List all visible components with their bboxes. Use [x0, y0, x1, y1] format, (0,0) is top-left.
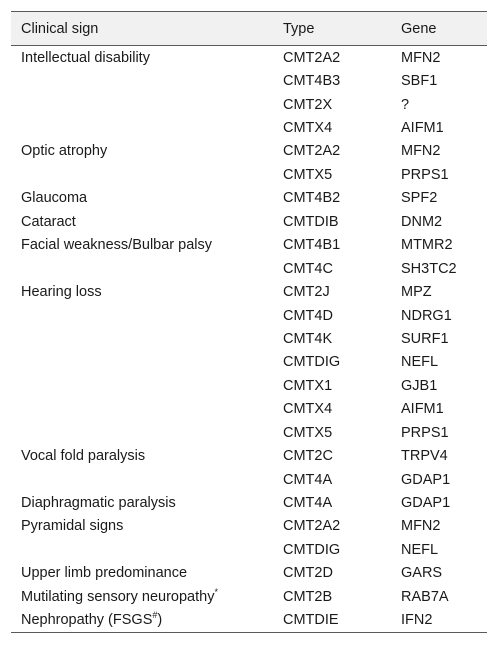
cell-clinical-sign	[11, 374, 273, 397]
cell-gene: NEFL	[401, 541, 439, 558]
cell-type: CMT4B2	[283, 190, 341, 207]
cell-type: CMTDIG	[283, 354, 341, 371]
table-row	[11, 538, 487, 561]
table-row	[11, 187, 487, 210]
table-body	[11, 46, 487, 633]
cell-type: CMT2D	[283, 565, 333, 582]
cell-type: CMT2A2	[283, 49, 341, 66]
cell-type: CMT2C	[283, 448, 333, 465]
table-row	[11, 304, 487, 327]
cell-clinical-sign	[11, 280, 273, 303]
cell-type: CMTDIB	[283, 213, 339, 230]
table-row	[11, 398, 487, 421]
cell-type: CMTX5	[283, 424, 333, 441]
footnote-marker: *	[214, 586, 218, 597]
cell-clinical-sign	[11, 351, 273, 374]
clinical-sign-text: Hearing loss	[21, 284, 102, 301]
clinical-sign-text: Diaphragmatic paralysis	[21, 495, 176, 512]
cell-gene: GJB1	[401, 377, 438, 394]
cell-type: CMTX5	[283, 166, 333, 183]
cell-clinical-sign	[11, 163, 273, 186]
cell-clinical-sign	[11, 327, 273, 350]
table-row	[11, 374, 487, 397]
cell-gene: ?	[401, 96, 410, 113]
cell-gene: NDRG1	[401, 307, 452, 324]
table-row	[11, 93, 487, 116]
cell-clinical-sign	[11, 140, 273, 163]
cell-clinical-sign	[11, 69, 273, 92]
cell-gene: PRPS1	[401, 166, 449, 183]
clinical-signs-table	[11, 11, 487, 633]
cell-type: CMT2J	[283, 284, 330, 301]
cell-type: CMTX4	[283, 401, 333, 418]
cell-gene: PRPS1	[401, 424, 449, 441]
cell-clinical-sign	[11, 421, 273, 444]
cell-type: CMT4B1	[283, 237, 341, 254]
table-row	[11, 46, 487, 70]
clinical-signs-table-container	[11, 11, 487, 633]
clinical-sign-text: Facial weakness/Bulbar palsy	[21, 237, 213, 254]
cell-clinical-sign	[11, 257, 273, 280]
table-header	[11, 12, 487, 46]
clinical-sign-text: Mutilating sensory neuropathy	[21, 588, 215, 605]
cell-clinical-sign	[11, 187, 273, 210]
cell-clinical-sign	[11, 444, 273, 467]
cell-type: CMTDIE	[273, 609, 391, 633]
cell-type: CMT2X	[283, 96, 333, 113]
table-row	[11, 609, 487, 633]
cell-type: CMTX4	[283, 120, 333, 137]
cell-gene: DNM2	[401, 213, 443, 230]
cell-clinical-sign	[11, 116, 273, 139]
cell-gene: MFN2	[401, 518, 441, 535]
cell-gene: IFN2	[391, 609, 487, 633]
clinical-sign-text: Pyramidal signs	[21, 518, 124, 535]
cell-clinical-sign	[11, 304, 273, 327]
cell-gene: SPF2	[401, 190, 438, 207]
cell-clinical-sign	[11, 210, 273, 233]
header-row	[11, 12, 487, 46]
cell-gene: SURF1	[401, 330, 449, 347]
table-row	[11, 234, 487, 257]
cell-gene: MPZ	[401, 284, 432, 301]
clinical-sign-text: Upper limb predominance	[21, 565, 188, 582]
clinical-sign-text: Nephropathy (FSGS	[21, 612, 153, 629]
table-row	[11, 421, 487, 444]
cell-clinical-sign	[11, 468, 273, 491]
table-row	[11, 468, 487, 491]
table-row	[11, 491, 487, 514]
cell-type: CMT4A	[283, 495, 333, 512]
table-row	[11, 327, 487, 350]
cell-type: CMT4C	[283, 260, 333, 277]
cell-gene: TRPV4	[401, 448, 448, 465]
clinical-sign-text: Optic atrophy	[21, 143, 108, 160]
table-row	[11, 351, 487, 374]
cell-clinical-sign	[11, 398, 273, 421]
cell-gene: SBF1	[401, 73, 438, 90]
header-gene: Gene	[391, 12, 487, 46]
clinical-sign-text: Vocal fold paralysis	[21, 448, 146, 465]
cell-gene: GDAP1	[401, 495, 451, 512]
cell-clinical-sign	[11, 46, 273, 70]
cell-type: CMT2A2	[283, 518, 341, 535]
table-row	[11, 69, 487, 92]
table-row	[11, 116, 487, 139]
cell-type: CMTDIG	[283, 541, 341, 558]
cell-clinical-sign	[11, 234, 273, 257]
table-row	[11, 140, 487, 163]
cell-clinical-sign	[11, 515, 273, 538]
table-row	[11, 585, 487, 608]
table-row	[11, 280, 487, 303]
header-clinical-sign: Clinical sign	[11, 12, 273, 46]
cell-gene: GARS	[401, 565, 443, 582]
cell-gene: RAB7A	[401, 588, 449, 605]
cell-type: CMT4A	[283, 471, 333, 488]
clinical-sign-text: Glaucoma	[21, 190, 88, 207]
table-row	[11, 562, 487, 585]
header-type: Type	[273, 12, 391, 46]
clinical-sign-text: Intellectual disability	[21, 49, 150, 66]
cell-clinical-sign	[11, 491, 273, 514]
cell-gene: AIFM1	[401, 120, 444, 137]
cell-gene: AIFM1	[401, 401, 444, 418]
table-row	[11, 515, 487, 538]
cell-clinical-sign	[11, 93, 273, 116]
table-row	[11, 163, 487, 186]
cell-gene: MFN2	[401, 49, 441, 66]
cell-clinical-sign	[11, 538, 273, 561]
cell-gene: MFN2	[401, 143, 441, 160]
footnote-marker: #	[152, 610, 158, 621]
table-row	[11, 257, 487, 280]
clinical-sign-text: Cataract	[21, 213, 76, 230]
clinical-sign-suffix: )	[157, 612, 163, 629]
cell-gene: MTMR2	[401, 237, 453, 254]
cell-type: CMT2A2	[283, 143, 341, 160]
cell-clinical-sign	[11, 562, 273, 585]
cell-type: CMT2B	[283, 588, 333, 605]
cell-type: CMTX1	[283, 377, 333, 394]
cell-clinical-sign	[11, 585, 273, 608]
cell-gene: NEFL	[401, 354, 439, 371]
cell-gene: SH3TC2	[401, 260, 457, 277]
cell-type: CMT4K	[283, 330, 333, 347]
cell-clinical-sign	[11, 609, 273, 633]
cell-type: CMT4D	[283, 307, 333, 324]
cell-type: CMT4B3	[283, 73, 341, 90]
cell-gene: GDAP1	[401, 471, 451, 488]
table-row	[11, 210, 487, 233]
table-row	[11, 444, 487, 467]
